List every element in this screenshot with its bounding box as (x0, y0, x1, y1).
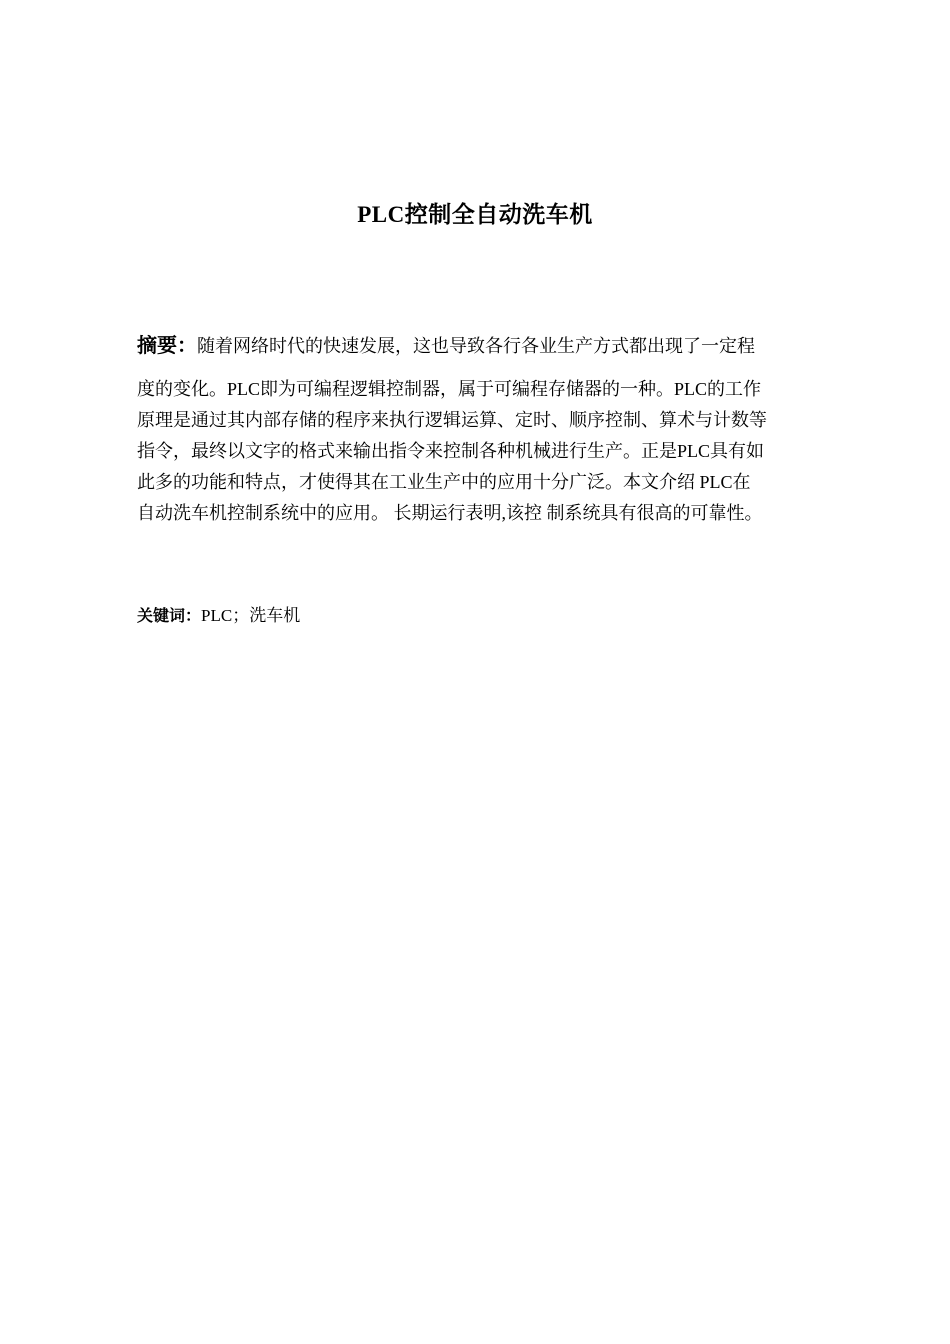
abstract-line-5: 此多的功能和特点，才使得其在工业生产中的应用十分广泛。本文介绍 PLC在 (137, 472, 751, 492)
keywords-label: 关键词： (137, 606, 202, 625)
keywords-section (137, 603, 300, 629)
abstract-label: 摘要： (137, 333, 197, 357)
abstract-line-6: 自动洗车机控制系统中的应用。 长期运行表明,该控 制系统具有很高的可靠性。 (137, 503, 763, 523)
abstract-section (137, 330, 813, 529)
abstract-first-line (137, 330, 813, 362)
abstract-line-3: 原理是通过其内部存储的程序来执行逻辑运算、定时、顺序控制、算术与计数等 (137, 410, 767, 430)
abstract-line-1: 随着网络时代的快速发展，这也导致各行各业生产方式都出现了一定程 (197, 336, 755, 356)
keywords-value: PLC；洗车机 (201, 606, 301, 625)
abstract-line-2: 度的变化。PLC即为可编程逻辑控制器，属于可编程存储器的一种。PLC的工作 (137, 379, 762, 399)
document-title: PLC控制全自动洗车机 (357, 202, 593, 227)
abstract-line-4: 指令，最终以文字的格式来输出指令来控制各种机械进行生产。正是PLC具有如 (137, 441, 765, 461)
